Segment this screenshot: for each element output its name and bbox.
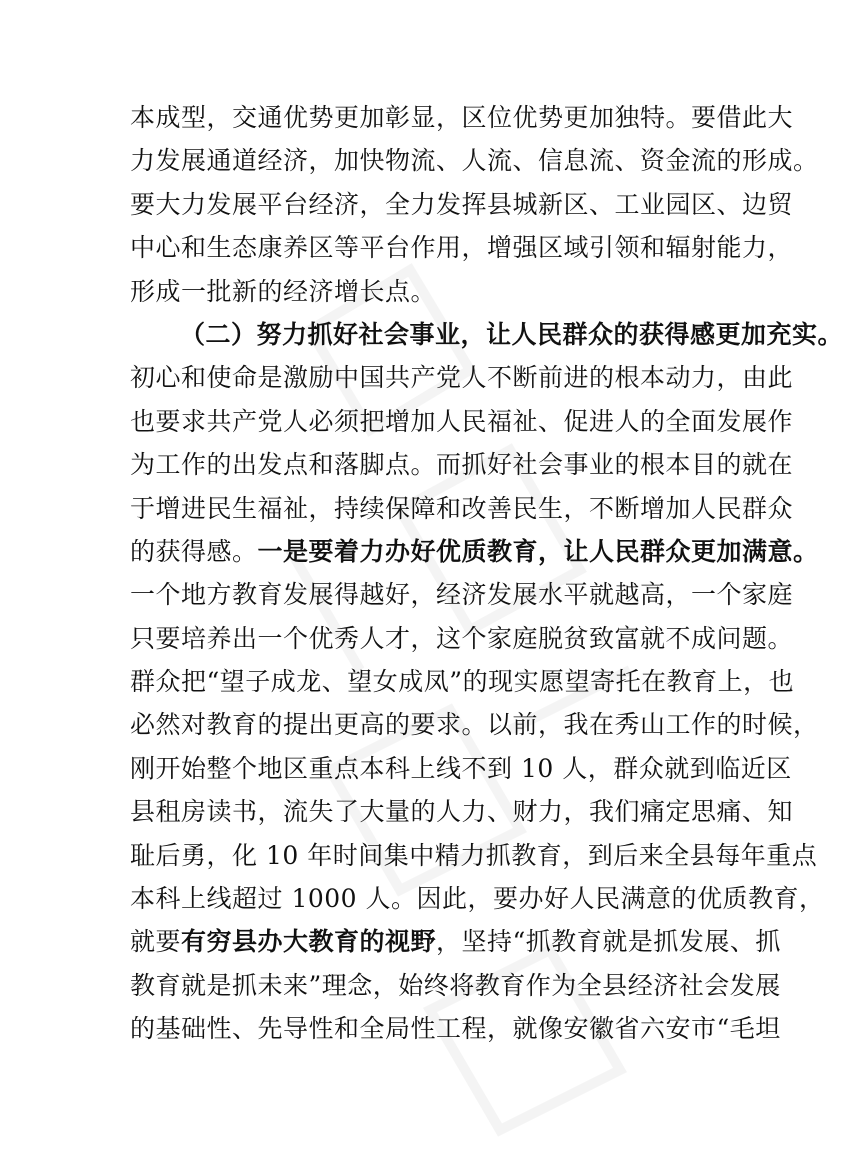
- text-plain: ，坚持“抓教育就是抓发展、抓: [436, 927, 781, 957]
- text-line-mixed: [130, 920, 781, 963]
- text-line: 本成型，交通优势更加彰显，区位优势更加独特。要借此大: [130, 103, 794, 132]
- text-line: 要大力发展平台经济，全力发挥县城新区、工业园区、边贸: [130, 189, 794, 219]
- text-line: 一个地方教育发展得越好，经济发展水平就越高，一个家庭: [130, 580, 794, 610]
- text-line: 群众把“望子成龙、望女成凤”的现实愿望寄托在教育上，也: [130, 667, 795, 697]
- text-line: 也要求共产党人必须把增加人民福祉、促进人的全面发展作: [130, 406, 794, 436]
- text-plain: 的获得感。: [130, 536, 258, 566]
- text-line: 教育就是抓未来”理念，始终将教育作为全县经济社会发展: [130, 970, 781, 1000]
- text-plain: 就要: [130, 927, 182, 957]
- text-line: 耻后勇，化 10 年时间集中精力抓教育，到后来全县每年重点: [130, 840, 818, 870]
- text-line: 刚开始整个地区重点本科上线不到 10 人，群众就到临近区: [130, 753, 792, 783]
- text-line: 于增进民生福祉，持续保障和改善民生，不断增加人民群众: [130, 493, 794, 523]
- text-line: 中心和生态康养区等平台作用，增强区域引领和辐射能力，: [130, 233, 794, 263]
- text-line-mixed: [130, 530, 819, 573]
- text-line: 形成一批新的经济增长点。: [130, 276, 437, 306]
- text-line: 的基础性、先导性和全局性工程，就像安徽省六安市“毛坦: [130, 1014, 781, 1044]
- text-line: 只要培养出一个优秀人才，这个家庭脱贫致富就不成问题。: [130, 623, 794, 653]
- text-line: 本科上线超过 1000 人。因此，要办好人民满意的优质教育，: [130, 884, 825, 914]
- text-line: 为工作的出发点和落脚点。而抓好社会事业的根本目的就在: [130, 450, 794, 480]
- text-line: 初心和使命是激励中国共产党人不断前进的根本动力，由此: [130, 363, 794, 393]
- text-line: 力发展通道经济，加快物流、人流、信息流、资金流的形成。: [130, 146, 819, 176]
- text-line: 县租房读书，流失了大量的人力、财力，我们痛定思痛、知: [130, 797, 794, 827]
- section-heading: （二）努力抓好社会事业，让人民群众的获得感更加充实。: [180, 319, 843, 349]
- document-body: [130, 96, 843, 1051]
- text-bold-emphasis: 有穷县办大教育的视野: [181, 927, 437, 957]
- text-bold-emphasis: 一是要着力办好优质教育，让人民群众更加满意。: [257, 536, 819, 566]
- text-line: 必然对教育的提出更高的要求。以前，我在秀山工作的时候，: [130, 710, 819, 740]
